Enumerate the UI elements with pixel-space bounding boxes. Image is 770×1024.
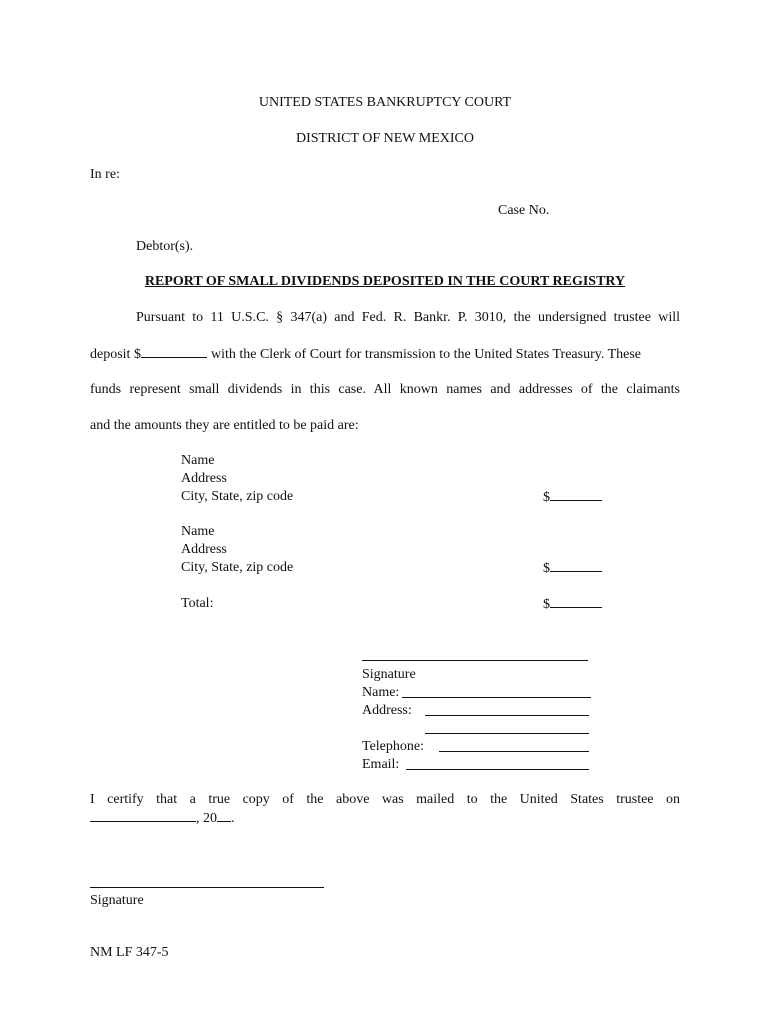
claimant-name: Name	[181, 453, 215, 468]
mailing-date-blank[interactable]	[90, 809, 196, 822]
trustee-email-label: Email:	[362, 757, 400, 772]
debtors-label: Debtor(s).	[136, 239, 194, 254]
court-name: UNITED STATES BANKRUPTCY COURT	[258, 95, 512, 110]
body-line-4: and the amounts they are entitled to be paid are:	[90, 418, 359, 433]
form-id: NM LF 347-5	[90, 945, 169, 960]
certificate-line-2	[90, 809, 235, 827]
bottom-signature-line[interactable]	[90, 887, 324, 888]
dollar-sign: $	[543, 490, 550, 505]
body-line-1: Pursuant to 11 U.S.C. § 347(a) and Fed. R. Bankr. P. 3010, the undersigned trustee will	[136, 310, 680, 325]
dollar-sign: $	[543, 561, 550, 576]
total-amount	[543, 595, 602, 613]
certificate-line-1: I certify that a true copy of the above was mailed to the United States trustee on	[90, 792, 680, 807]
dollar-sign: $	[543, 597, 550, 612]
signature-label: Signature	[362, 667, 416, 682]
deposit-label: deposit $	[90, 347, 141, 362]
trustee-telephone-line[interactable]	[439, 751, 589, 752]
year-blank[interactable]	[217, 809, 231, 822]
claimant-amount	[543, 559, 602, 577]
trustee-email-line[interactable]	[406, 769, 589, 770]
trustee-address-line-2[interactable]	[425, 733, 589, 734]
case-number-label: Case No.	[498, 203, 550, 218]
trustee-name-label: Name:	[362, 685, 400, 700]
total-amount-blank[interactable]	[550, 595, 602, 608]
claimant-amount-blank[interactable]	[550, 488, 602, 501]
body-line-3: funds represent small dividends in this case. All known names and addresses of the claimants	[90, 382, 680, 397]
trustee-address-line[interactable]	[425, 715, 589, 716]
trustee-name-line[interactable]	[402, 697, 591, 698]
bottom-signature-label: Signature	[90, 893, 144, 908]
body-line-2	[90, 345, 680, 363]
report-title: REPORT OF SMALL DIVIDENDS DEPOSITED IN THE COURT REGISTRY	[144, 274, 626, 289]
trustee-address-label: Address:	[362, 703, 412, 718]
certificate-period: .	[231, 811, 235, 826]
claimant-city: City, State, zip code	[181, 560, 294, 575]
claimant-address: Address	[181, 471, 227, 486]
claimant-amount	[543, 488, 602, 506]
claimant-name: Name	[181, 524, 215, 539]
court-district: DISTRICT OF NEW MEXICO	[296, 131, 474, 146]
trustee-telephone-label: Telephone:	[362, 739, 424, 754]
claimant-address: Address	[181, 542, 227, 557]
in-re-label: In re:	[90, 167, 120, 182]
body-line-2-rest: with the Clerk of Court for transmission to the United States Treasury. These	[210, 347, 642, 362]
claimant-city: City, State, zip code	[181, 489, 294, 504]
claimant-amount-blank[interactable]	[550, 559, 602, 572]
signature-line[interactable]	[362, 660, 588, 661]
deposit-amount-blank[interactable]	[141, 345, 207, 358]
year-prefix: , 20	[196, 811, 217, 826]
total-label: Total:	[181, 596, 214, 611]
